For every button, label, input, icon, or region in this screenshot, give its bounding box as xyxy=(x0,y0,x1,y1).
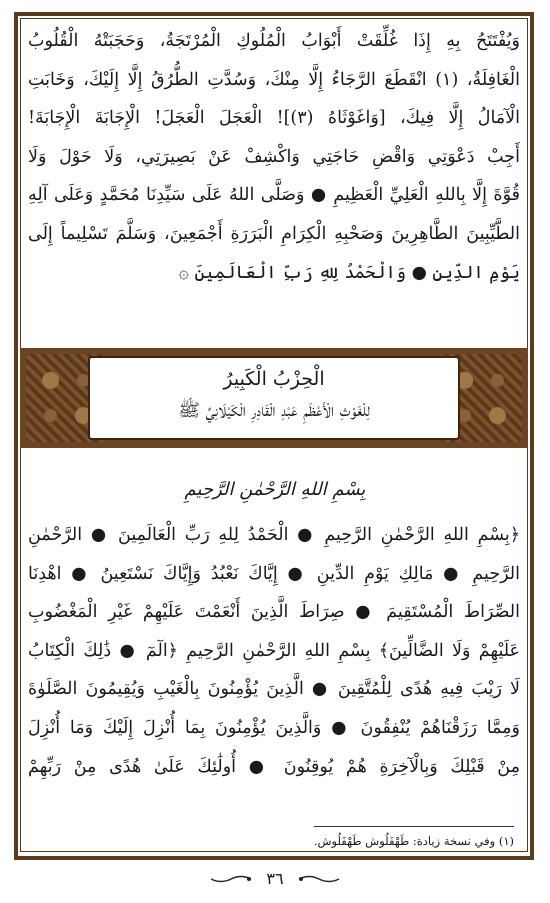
section-title: الْحِزْبُ الْكَبِيرُ xyxy=(223,368,325,390)
text-line: ﴿بِسْمِ اللهِ الرَّحْمٰنِ الرَّحِيمِ ● الْحَمْدُ لِلهِ رَبِّ الْعَالَمِينَ ● الرَّحْمٰنِ xyxy=(28,525,520,545)
text-line: الطَّيِّبِينَ الطَّاهِرِينَ وَصَحْبِهِ الْكِرَامِ الْبَرَرَةِ أَجْمَعِينَ، وَسَلَّمَ تَسْلِيماً إِلَى xyxy=(28,223,520,244)
text-line: يَوْمِ الدِّينِ ● وَالْحَمْدُ لِلهِ رَبِّ الْعَالَمِينَ ۞ xyxy=(178,262,520,283)
bottom-text-block xyxy=(28,516,520,786)
page-number: ٣٦ xyxy=(266,869,284,888)
section-subtitle: لِلْغَوْثِ الْأَعْظَمِ عَبْدِ الْقَادِرِ الْكَيْلَانِيِّ ﷺ xyxy=(178,400,370,421)
text-line: مِنْ قَبْلِكَ وَبِالْآخِرَةِ هُمْ يُوقِنُونَ ● أُولَٰئِكَ عَلَىٰ هُدًى مِنْ رَبِّهِمْ xyxy=(28,756,520,777)
text-line: وَمِمَّا رَزَقْنَاهُمْ يُنْفِقُونَ ● وَالَّذِينَ يُؤْمِنُونَ بِمَا أُنْزِلَ إِلَيْكَ وَمَا أُنْزِلَ xyxy=(28,717,520,738)
top-text-block xyxy=(28,22,520,292)
text-line: لَا رَيْبَ فِيهِ هُدًى لِلْمُتَّقِينَ ● الَّذِينَ يُؤْمِنُونَ بِالْغَيْبِ وَيُقِيمُونَ الصَّلَوٰةَ xyxy=(28,679,520,700)
flourish-left-icon xyxy=(209,874,253,884)
banner-panel xyxy=(88,356,460,440)
footnote: (١) وفي نسخة زيادة: طَهْفَلُوش طَهْفَلُوش. xyxy=(313,834,514,848)
basmala-calligraphy: بِسْمِ اللهِ الرَّحْمٰنِ الرَّحِيمِ xyxy=(184,479,366,500)
text-line: الْآمَالُ إِلَّا فِيكَ، [وَاغَوْثَاهُ (٣)]! الْعَجَلَ الْعَجَلَ! الْإِجَابَةَ الْإِجَابَةَ! xyxy=(28,108,520,129)
section-banner xyxy=(20,348,528,448)
text-line: قُوَّةَ إِلَّا بِاللهِ الْعَلِيِّ الْعَظِيمِ ● وَصَلَّى اللهُ عَلَى سَيِّدِنَا مُحَمَّدٍ وَعَلَى آلِهِ xyxy=(28,185,520,206)
text-line: عَلَيْهِمْ وَلَا الضَّالِّينَ﴾ بِسْمِ اللهِ الرَّحْمٰنِ الرَّحِيمِ ﴿الٓمٓ ● ذَٰلِكَ الْكِتَابُ xyxy=(28,640,520,661)
footnote-divider xyxy=(314,826,514,827)
text-line: الصِّرَاطَ الْمُسْتَقِيمَ ● صِرَاطَ الَّذِينَ أَنْعَمْتَ عَلَيْهِمْ غَيْرِ الْمَغْضُوبِ xyxy=(28,602,520,623)
page-number-area xyxy=(200,868,350,894)
text-line: أَجِبْ دَعْوَتِي وَاقْضِ حَاجَتِي وَاكْشِفْ عَنْ بَصِيرَتِي، وَلَا حَوْلَ وَلَا xyxy=(28,146,520,167)
text-line: وَيُفْتَتَحُ بِهِ إِذَا غُلِّقَتْ أَبْوَابُ الْمُلُوكِ الْمُرْتَجَةُ، وَحَجَبَتْهُ الْقُلُوبُ xyxy=(28,31,520,51)
flourish-right-icon xyxy=(297,874,341,884)
text-line: الْغَافِلَةُ، (١) انْقَطَعَ الرَّجَاءُ إِلَّا مِنْكَ، وَسُدَّتِ الطُّرُقُ إِلَّا إِلَيْكَ، وَخَابَتِ xyxy=(28,69,520,90)
text-line: الرَّحِيمِ ● مَالِكِ يَوْمِ الدِّينِ ● إِيَّاكَ نَعْبُدُ وَإِيَّاكَ نَسْتَعِينُ ● اهْدِنَا xyxy=(28,563,520,584)
